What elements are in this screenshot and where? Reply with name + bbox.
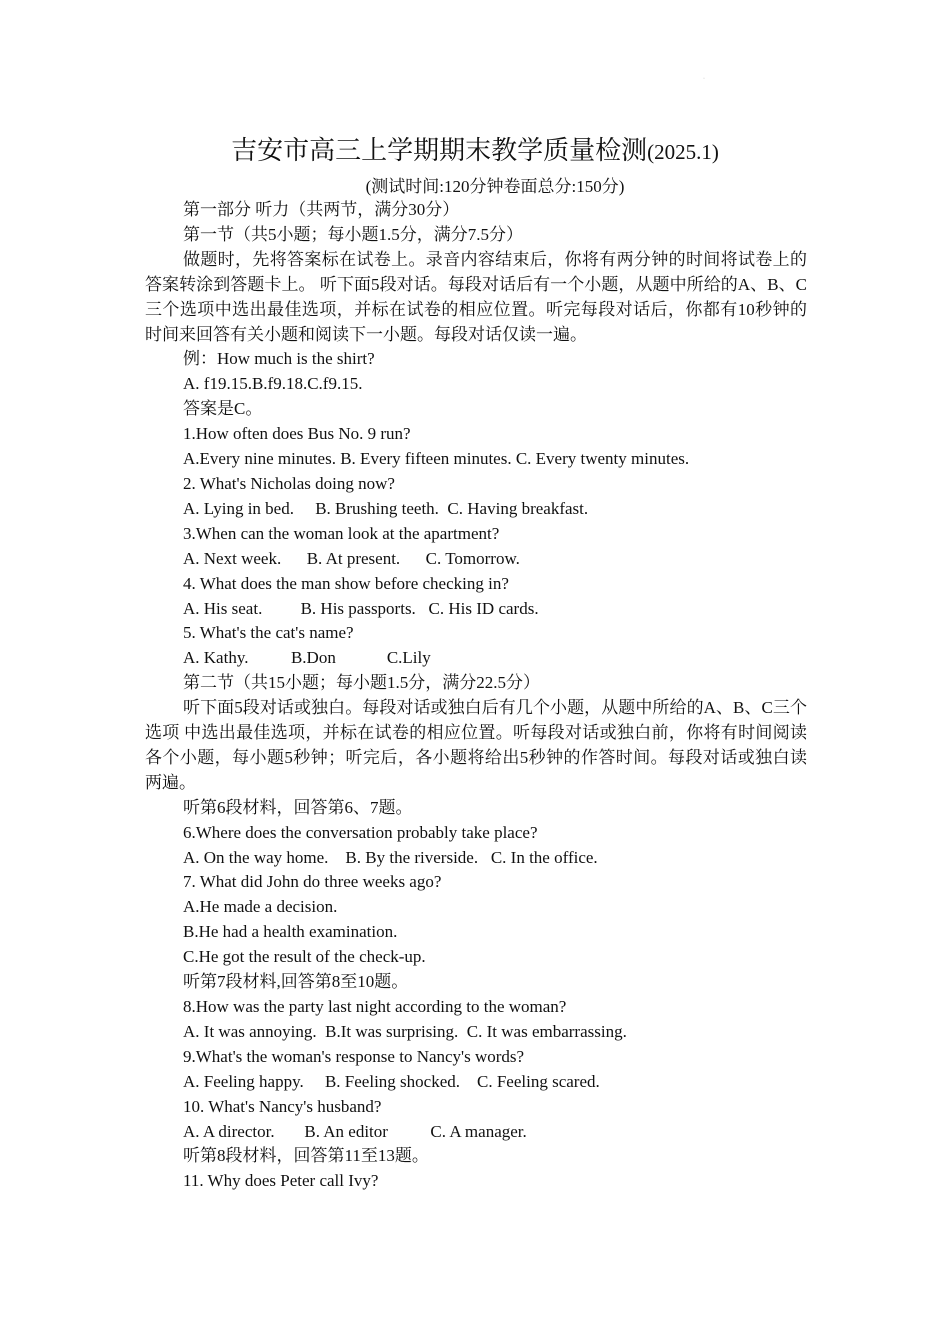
- exam-line: A. Next week. B. At present. C. Tomorrow.: [183, 548, 520, 568]
- page-subtitle: (测试时间:120分钟卷面总分:150分): [365, 177, 625, 196]
- exam-line: 1.How often does Bus No. 9 run?: [183, 424, 411, 444]
- exam-line: A. A director. B. An editor C. A manager.: [183, 1121, 527, 1141]
- exam-line: A. f19.15.B.f9.18.C.f9.15.: [183, 374, 363, 394]
- instruction-paragraph: 听下面5段对话或独白。每段对话或独白后有几个小题，从题中所给的A、B、C三个选项 中选出最佳选项，并标在试卷的相应位置。听每段对话或独白前，你将有时间阅读各个小题，每小题5秒钟；听完后，各小题将给出5秒钟的作答时间。每段对话或独白读两遍。: [145, 698, 807, 792]
- page-dot: ·: [703, 76, 705, 82]
- exam-line: 听第7段材料,回答第8至10题。: [183, 972, 409, 992]
- exam-line: B.He had a health examination.: [183, 922, 398, 942]
- title-text: 吉安市高三上学期期末教学质量检测: [231, 136, 648, 166]
- exam-line: 9.What's the woman's response to Nancy's words?: [183, 1046, 525, 1066]
- exam-line: A. Feeling happy. B. Feeling shocked. C. Feeling scared.: [183, 1071, 600, 1091]
- instruction-paragraph: 做题时，先将答案标在试卷上。录音内容结束后，你将有两分钟的时间将试卷上的答案转涂到答题卡上。 听下面5段对话。每段对话后有一个小题，从题中所给的A、B、C三个选项中选出最佳选项，并标在试卷的相应位置。听完每段对话后，你都有10秒钟的时间来回答有关小题和阅读下一小题。每段对话仅读一遍。: [145, 249, 807, 344]
- exam-line: 3.When can the woman look at the apartment?: [183, 523, 500, 543]
- exam-line: 答案是C。: [183, 399, 263, 419]
- exam-line: 4. What does the man show before checking in?: [183, 573, 509, 593]
- exam-line: A. On the way home. B. By the riverside. C. In the office.: [183, 847, 598, 867]
- exam-line: 第一节（共5小题；每小题1.5分，满分7.5分）: [183, 224, 523, 244]
- exam-line: A. It was annoying. B.It was surprising. C. It was embarrassing.: [183, 1021, 627, 1041]
- exam-body: [145, 198, 807, 1194]
- exam-line: 6.Where does the conversation probably take place?: [183, 822, 538, 842]
- exam-line: 11. Why does Peter call Ivy?: [183, 1171, 379, 1191]
- exam-line: 8.How was the party last night according to the woman?: [183, 997, 567, 1016]
- page-title: [0, 131, 950, 172]
- exam-line: 5. What's the cat's name?: [183, 623, 354, 643]
- exam-line: 听第6段材料，回答第6、7题。: [183, 797, 413, 817]
- title-year: (2025.1): [647, 140, 719, 164]
- exam-line: A. His seat. B. His passports. C. His ID cards.: [183, 598, 539, 618]
- exam-line: A.Every nine minutes. B. Every fifteen minutes. C. Every twenty minutes.: [183, 449, 690, 469]
- exam-line: C.He got the result of the check-up.: [183, 947, 426, 967]
- exam-line: 第一部分 听力（共两节，满分30分）: [183, 200, 460, 219]
- exam-line: 10. What's Nancy's husband?: [183, 1096, 382, 1116]
- exam-line: 例：How much is the shirt?: [183, 349, 375, 369]
- exam-line: 第二节（共15小题；每小题1.5分，满分22.5分）: [183, 673, 540, 693]
- exam-line: 2. What's Nicholas doing now?: [183, 473, 395, 493]
- exam-line: 7. What did John do three weeks ago?: [183, 872, 442, 892]
- exam-line: A. Kathy. B.Don C.Lily: [183, 648, 431, 668]
- exam-line: A.He made a decision.: [183, 897, 338, 917]
- exam-line: 听第8段材料，回答第11至13题。: [183, 1146, 429, 1166]
- exam-line: A. Lying in bed. B. Brushing teeth. C. Having breakfast.: [183, 498, 589, 518]
